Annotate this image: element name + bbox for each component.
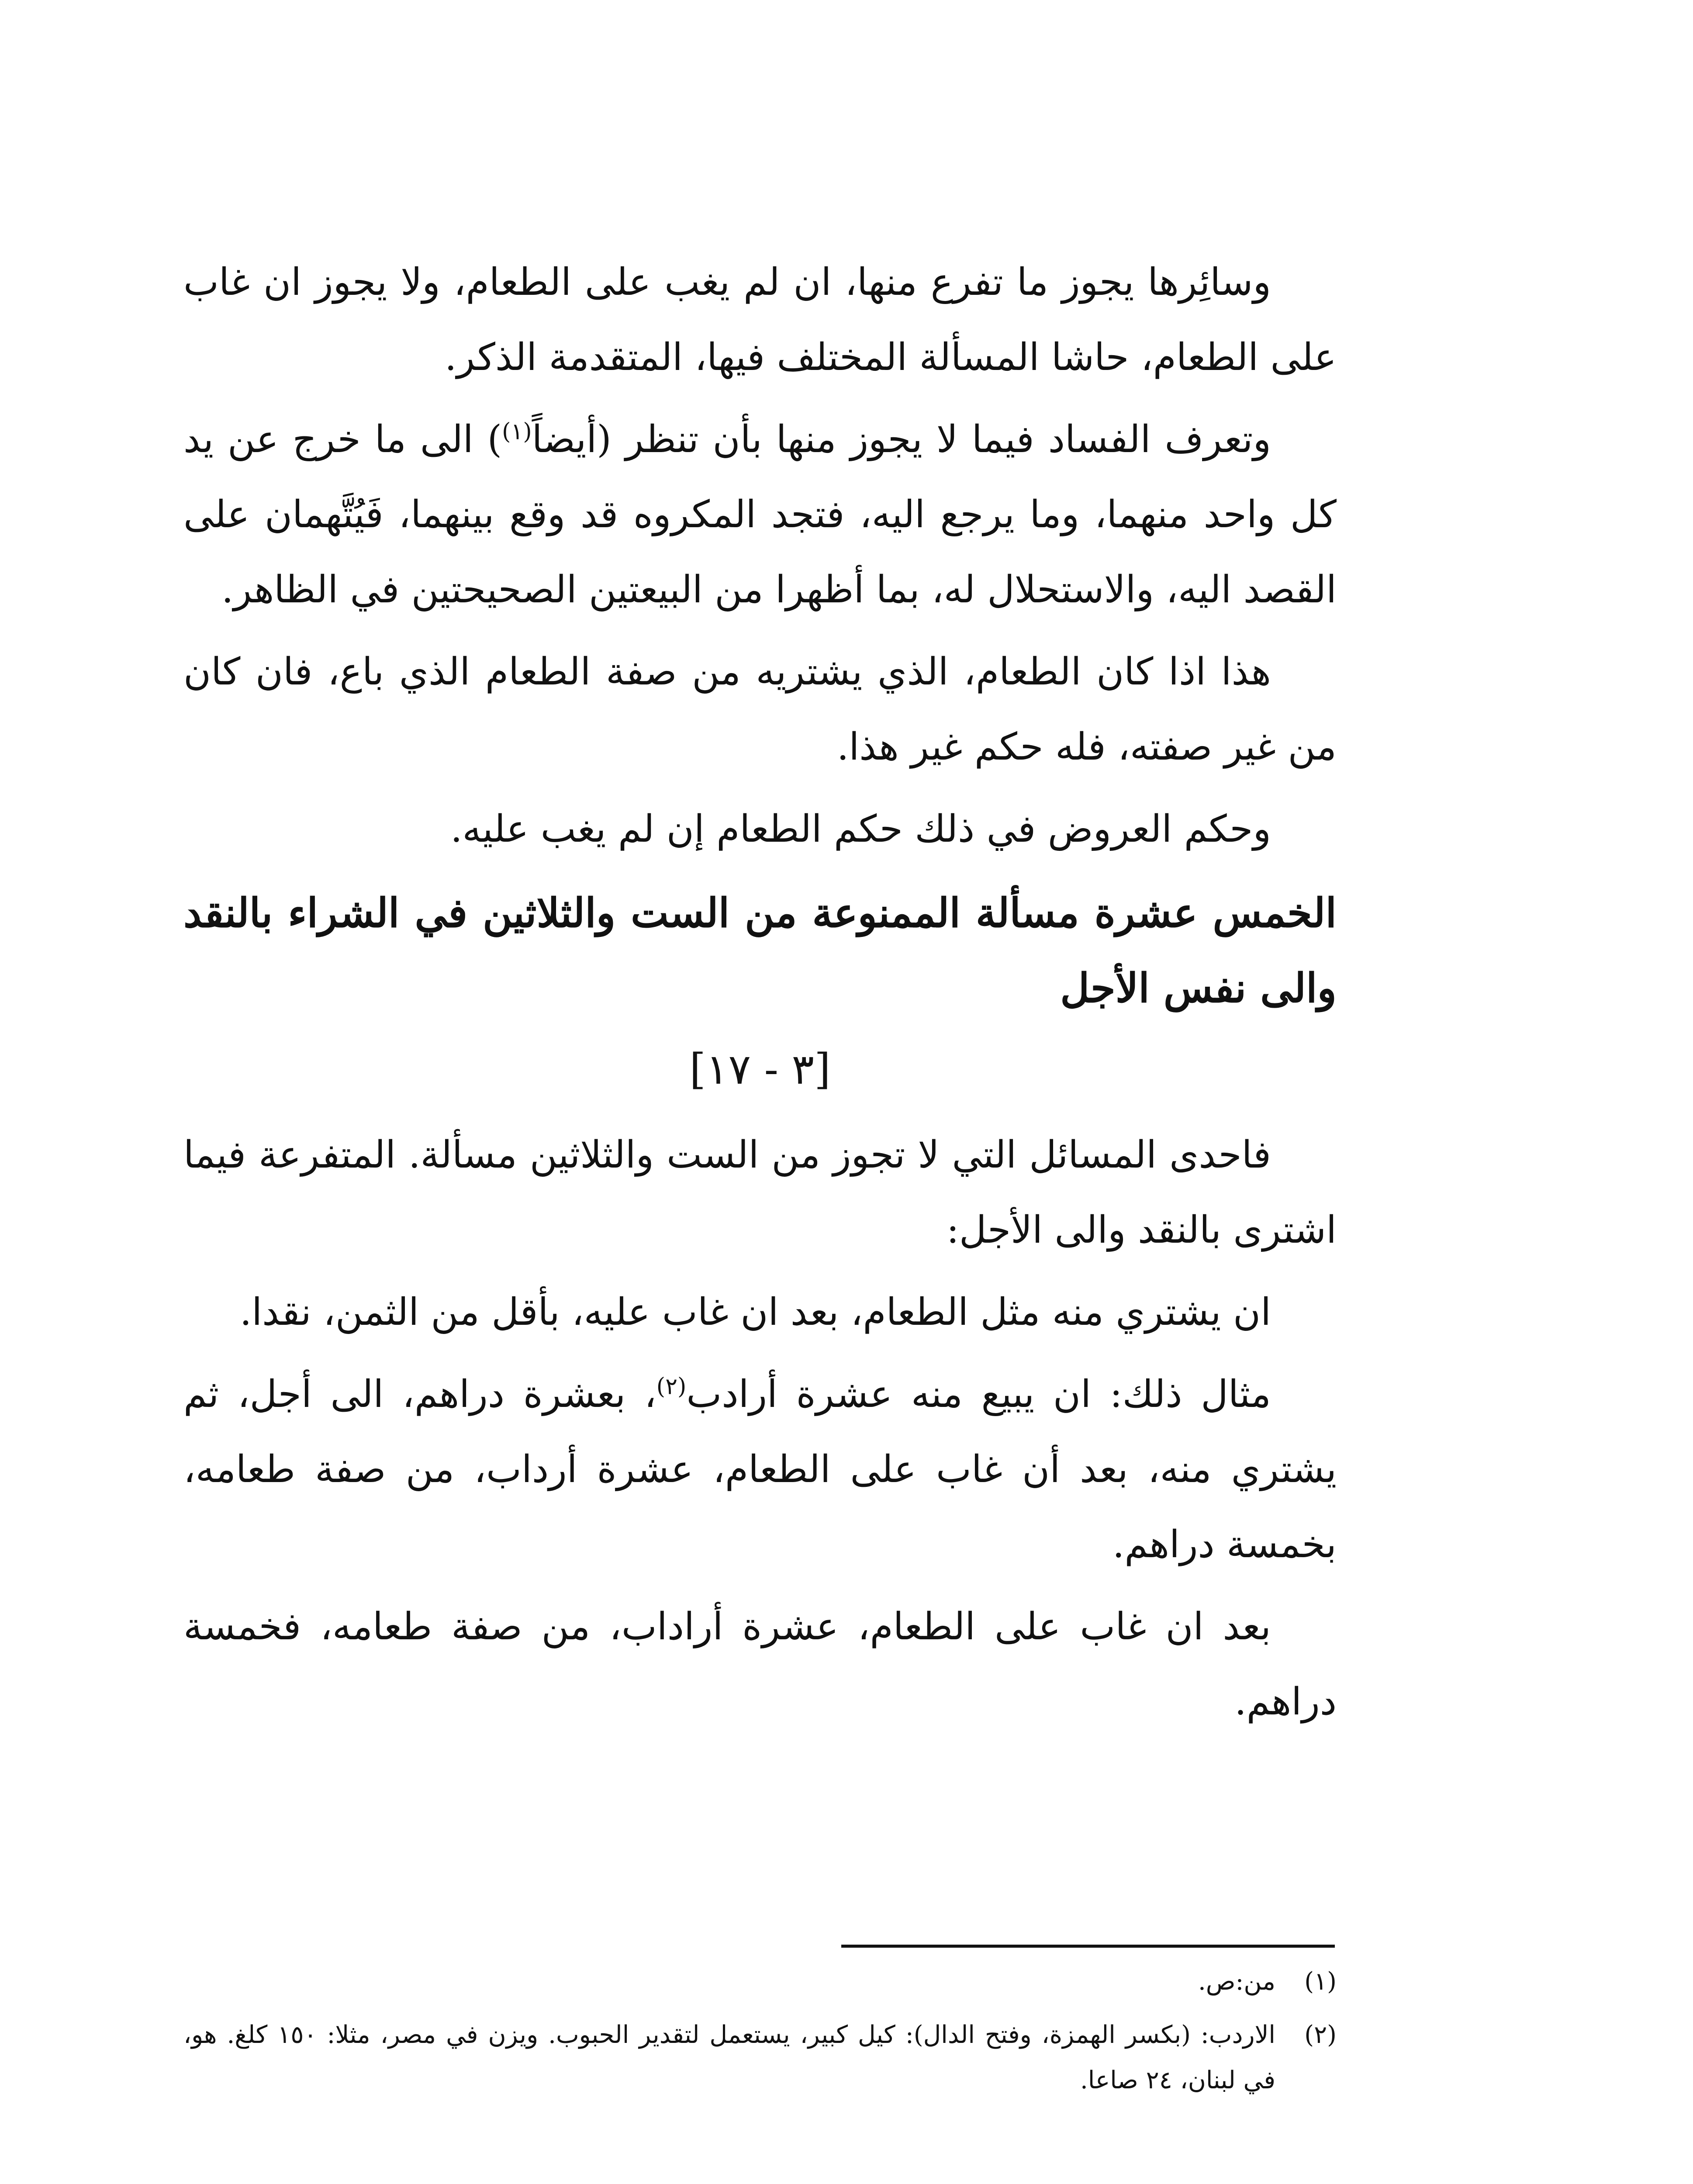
- paragraph-6: ان يشتري منه مثل الطعام، بعد ان غاب عليه، بأقل من الثمن، نقدا.: [239, 1290, 1271, 1334]
- footnote-2: [183, 2012, 1337, 2103]
- paragraph-7-text-start: مثال ذلك: ان يبيع منه عشرة أرادب: [686, 1372, 1271, 1416]
- paragraph-4: وحكم العروض في ذلك حكم الطعام إن لم يغب عليه.: [450, 807, 1271, 851]
- reference-number: [٣ - ١٧]: [689, 1045, 831, 1094]
- paragraph-2-text-end: ) الى ما خرج عن يد كل واحد منهما، وما يرجع اليه، فتجد المكروه قد وقع بينهما، فَيُتَّهمان على القصد اليه، والاستحلال له، بما أظهرا من البيعتين الصحيحتين في الظاهر.: [183, 418, 1337, 612]
- paragraph-7-text-end: ، بعشرة دراهم، الى أجل، ثم يشتري منه، بعد أن غاب على الطعام، عشرة أرداب، من صفة طعامه، بخمسة دراهم.: [183, 1372, 1337, 1566]
- footnote-1-mark: (١): [1304, 1967, 1337, 1996]
- footnote-divider: [841, 1945, 1335, 1948]
- main-text: [183, 245, 1337, 1739]
- footnote-1-text: من:ص.: [1198, 1967, 1275, 1996]
- section-heading: الخمس عشرة مسألة الممنوعة من الست والثلاثين في الشراء بالنقد والى نفس الأجل: [183, 889, 1337, 1012]
- paragraph-3: هذا اذا كان الطعام، الذي يشتريه من صفة الطعام الذي باع، فان كان من غير صفته، فله حكم غير هذا.: [183, 650, 1337, 769]
- footnote-ref-2: (٢): [656, 1373, 687, 1400]
- paragraph-8: بعد ان غاب على الطعام، عشرة أراداب، من صفة طعامه، فخمسة دراهم.: [183, 1605, 1337, 1724]
- footnotes: [183, 1959, 1337, 2103]
- footnote-2-mark: (٢): [1304, 2021, 1337, 2049]
- footnote-1: [183, 1959, 1337, 2004]
- paragraph-5: فاحدى المسائل التي لا تجوز من الست والثلاثين مسألة. المتفرعة فيما اشترى بالنقد والى الأجل:: [183, 1133, 1337, 1252]
- footnote-2-text: الاردب: (بكسر الهمزة، وفتح الدال): كيل كبير، يستعمل لتقدير الحبوب. ويزن في مصر، مثلا: ١٥٠ كلغ. هو، في لبنان، ٢٤ صاعا.: [183, 2021, 1275, 2094]
- paragraph-7: [183, 1357, 1337, 1582]
- footnote-ref-1: (١): [502, 418, 532, 445]
- paragraph-2-text-start: وتعرف الفساد فيما لا يجوز منها بأن تنظر (أيضاً: [532, 418, 1271, 461]
- paragraph-1: وسائِرها يجوز ما تفرع منها، ان لم يغب على الطعام، ولا يجوز ان غاب على الطعام، حاشا المسألة المختلف فيها، المتقدمة الذكر.: [183, 260, 1337, 379]
- paragraph-2: [183, 402, 1337, 627]
